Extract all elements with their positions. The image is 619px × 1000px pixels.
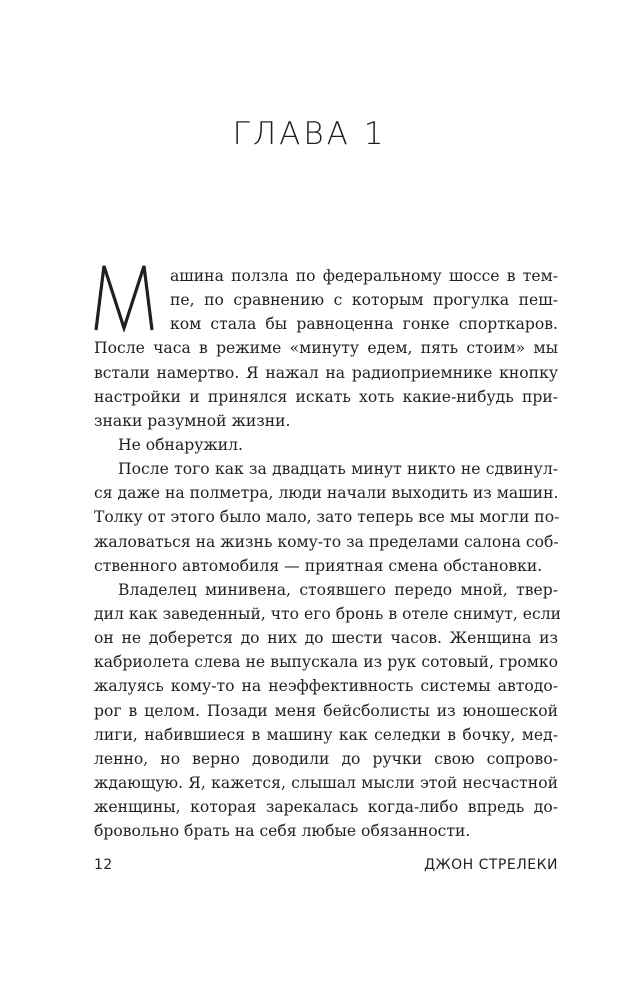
text-line: жаловаться на жизнь кому-то за пределами салона соб- <box>94 532 559 551</box>
text-line: знаки разумной жизни. <box>94 411 291 430</box>
text-line: лиги, набившиеся в машину как селедки в бочку, мед- <box>94 725 558 744</box>
text-line: ся даже на полметра, люди начали выходить из машин. <box>94 484 559 503</box>
body-text <box>94 264 562 843</box>
text-line: кабриолета слева не выпускала из рук сотовый, громко <box>94 653 558 672</box>
text-line: женщины, которая зарекалась когда-либо впредь до- <box>94 798 558 817</box>
chapter-title: ГЛАВА 1 <box>232 116 387 152</box>
text-line: жалуясь кому-то на неэффективность системы автодо- <box>94 677 558 696</box>
text-line: ждающую. Я, кажется, слышал мысли этой несчастной <box>94 773 558 792</box>
text-line: ственного автомобиля — приятная смена обстановки. <box>94 556 543 575</box>
text-line: ленно, но верно доводили до ручки свою сопрово- <box>94 749 558 768</box>
text-line: пе, по сравнению с которым прогулка пеш- <box>170 291 558 310</box>
text-line: рог в целом. Позади меня бейсболисты из юношеской <box>94 701 558 720</box>
text-line: После часа в режиме «минуту едем, пять стоим» мы <box>94 339 558 358</box>
text-line: он не доберется до них до шести часов. Женщина из <box>94 629 558 648</box>
page-number: 12 <box>94 857 113 873</box>
running-footer-author: ДЖОН СТРЕЛЕКИ <box>424 857 558 873</box>
text-line: ком стала бы равноценна гонке спорткаров. <box>170 315 558 334</box>
text-line: настройки и принялся искать хоть какие-нибудь при- <box>94 387 558 406</box>
text-line: дил как заведенный, что его бронь в отеле снимут, если <box>94 604 562 623</box>
text-line: Толку от этого было мало, зато теперь все мы могли по- <box>94 508 560 527</box>
paragraph <box>94 457 558 578</box>
text-line: Не обнаружил. <box>118 435 244 454</box>
text-line: После того как за двадцать минут никто не сдвинул- <box>118 460 558 479</box>
text-line: встали намертво. Я нажал на радиоприемнике кнопку <box>94 363 558 382</box>
text-line: ашина ползла по федеральному шоссе в тем- <box>170 267 558 285</box>
paragraph <box>94 578 562 844</box>
text-line: Владелец минивена, стоявшего передо мной, твер- <box>118 580 558 599</box>
text-line: бровольно брать на себя любые обязанности. <box>94 822 471 841</box>
paragraph <box>94 264 558 433</box>
paragraph <box>94 433 558 457</box>
